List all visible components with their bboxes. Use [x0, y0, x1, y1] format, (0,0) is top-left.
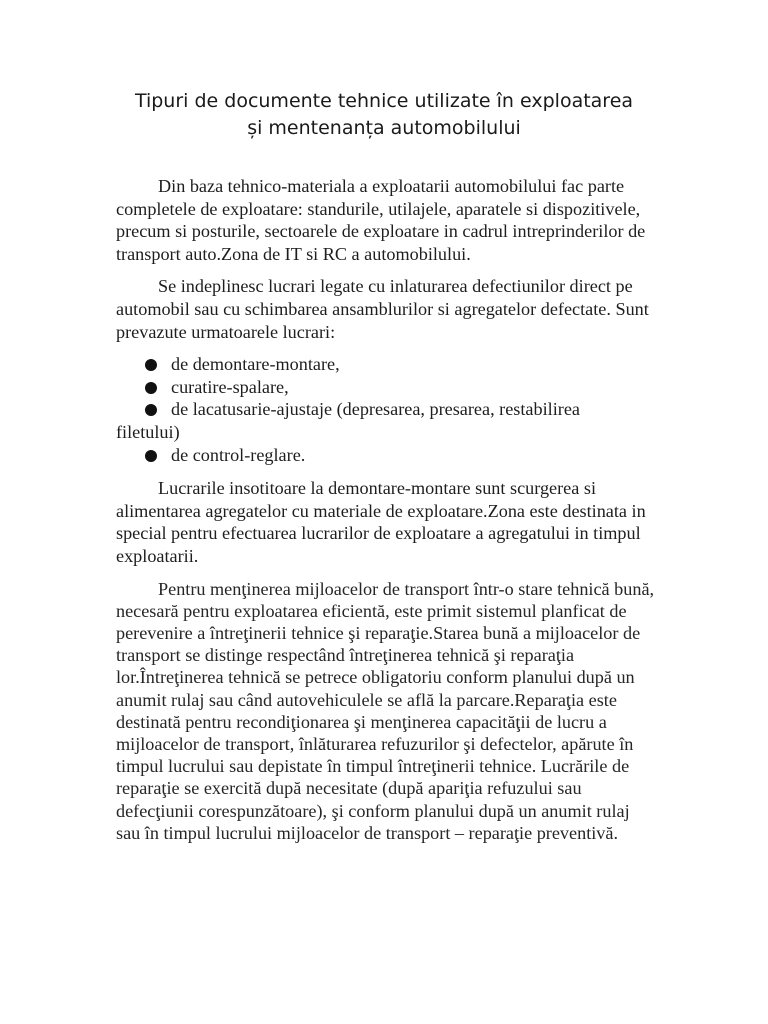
document-body: [116, 175, 656, 854]
list-item: [116, 444, 656, 467]
list-item-text: de control-reglare.: [171, 444, 306, 465]
bullet-icon: [145, 404, 157, 416]
list-item-text: curatire-spalare,: [171, 376, 289, 397]
bullet-icon: [145, 382, 157, 394]
title-line-2: și mentenanța automobilului: [247, 117, 521, 139]
bullet-icon: [145, 359, 157, 371]
bullet-icon: [145, 450, 157, 462]
paragraph-3: Lucrarile insotitoare la demontare-montare sunt scurgerea si alimentarea agregatelor cu materiale de exploatare.Zona este destinata in special pentru efectuarea lucrarilor de exploatare a agregatului in timpul exploatarii.: [116, 478, 646, 566]
list-item-text: de demontare-montare,: [171, 354, 340, 375]
paragraph-1: Din baza tehnico-materiala a exploatarii automobilului fac parte completele de exploatare: standurile, utilajele, aparatele si dispozitivele, precum si posturile, sectoarele de exploatare in cadrul intreprinderilor de transport auto.Zona de IT si RC a automobilului.: [116, 176, 646, 264]
list-item: [116, 398, 656, 443]
bullet-list: [116, 353, 656, 466]
document-title: [100, 88, 668, 142]
list-item: [116, 376, 656, 399]
paragraph-2: Se indeplinesc lucrari legate cu inlaturarea defectiunilor direct pe automobil sau cu schimbarea ansamblurilor si agregatelor defectate. Sunt prevazute urmatoarele lucrari:: [116, 276, 649, 342]
title-line-1: Tipuri de documente tehnice utilizate în exploatarea: [134, 90, 634, 112]
paragraph-4: Pentru menţinerea mijloacelor de transport într-o stare tehnică bună, necesară pentru exploatarea eficientă, este primit sistemul planficat de perevenire a întreţinerii tehnice şi reparaţie.Starea bună a mijloacelor de transport se distinge respectând întreţinerea tehnică şi reparaţia lor.Întreţinerea tehnică se petrece obligatoriu conform planului după un anumit rulaj sau când autovehiculele se află la parcare.Reparaţia este destinată pentru recondiţionarea şi menţinerea capacităţii de lucru a mijloacelor de transport, înlăturarea refuzurilor şi defectelor, apărute în timpul lucrului sau depistate în timpul întreţinerii tehnice. Lucrările de reparaţie se exercită după necesitate (după apariţia refuzului sau defecţiunii corespunzătoare), şi conform planului după un anumit rulaj sau în timpul lucrului mijloacelor de transport – reparaţie preventivă.: [116, 578, 655, 843]
list-item: [116, 353, 656, 376]
list-item-continuation: filetului): [116, 421, 180, 442]
list-item-text: de lacatusarie-ajustaje (depresarea, presarea, restabilirea: [171, 399, 580, 420]
